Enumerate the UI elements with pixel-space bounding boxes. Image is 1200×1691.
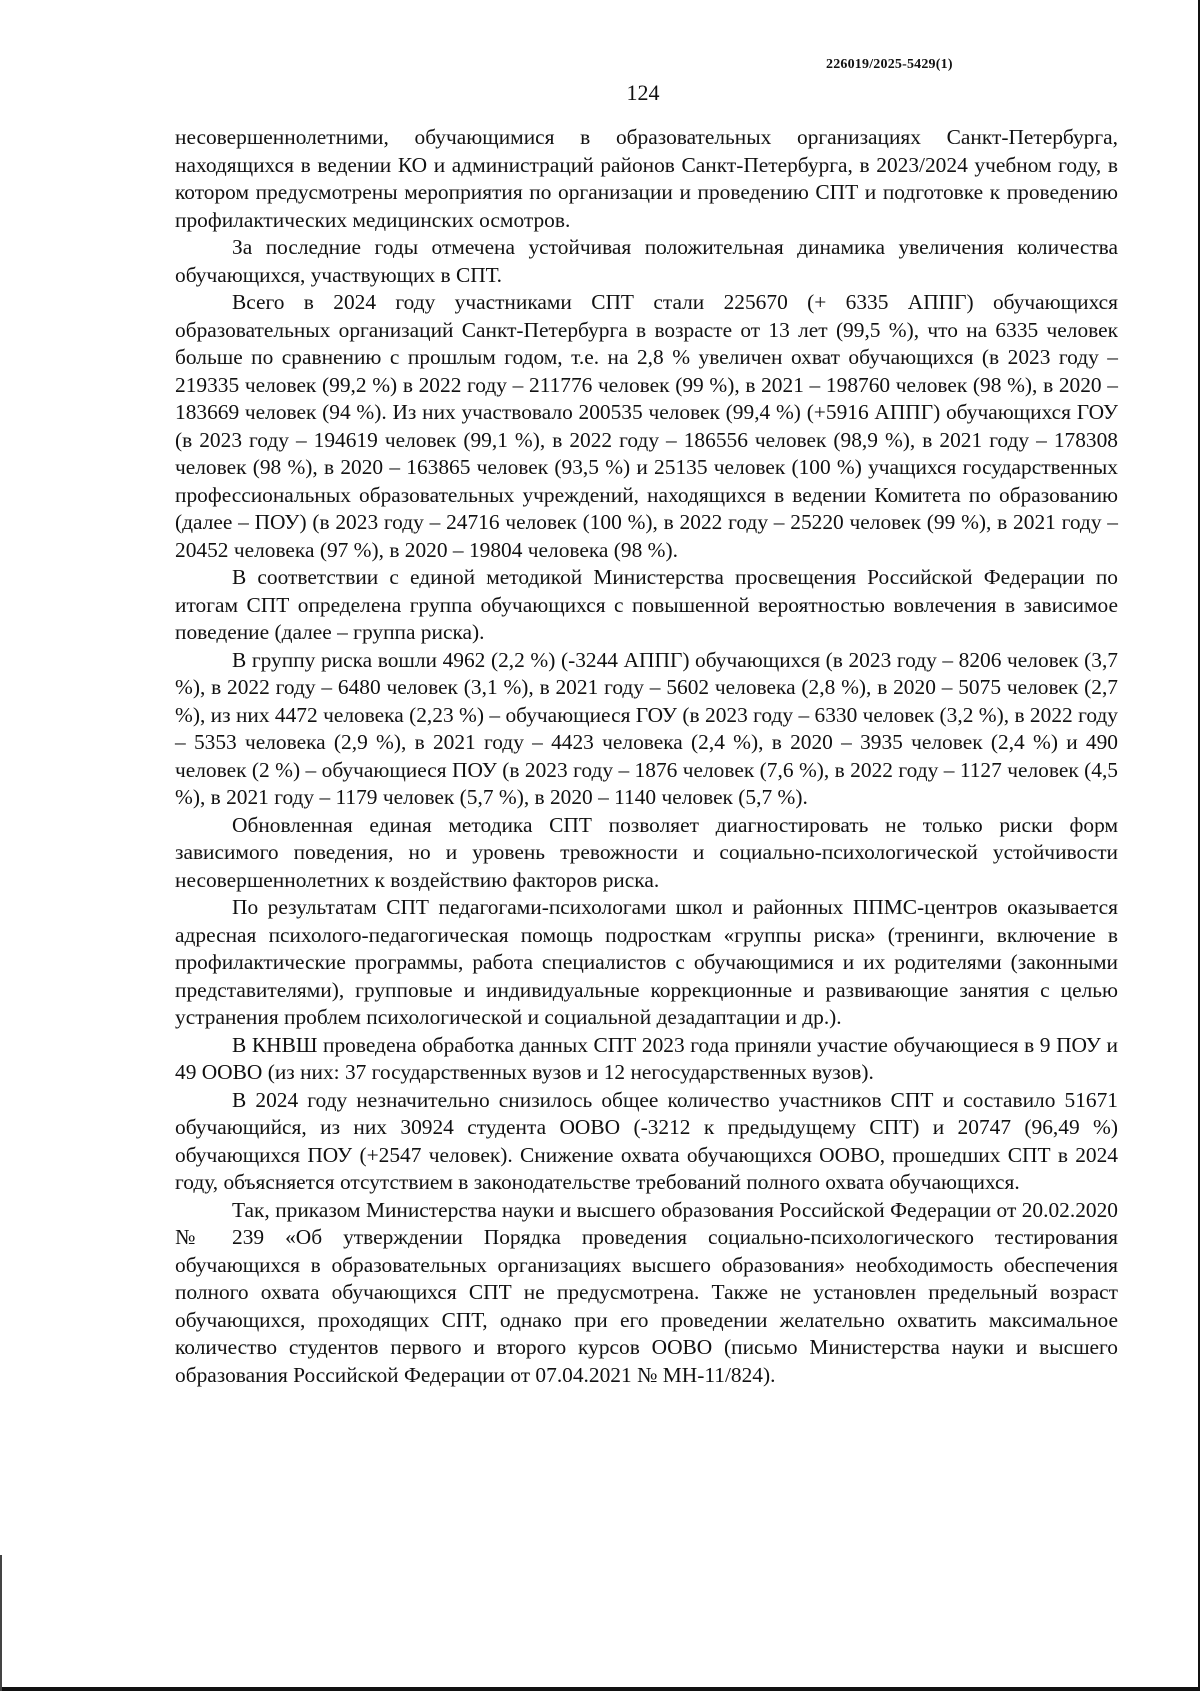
paragraph-dynamics: За последние годы отмечена устойчивая положительная динамика увеличения количества обучающихся, участвующих в СПТ. xyxy=(175,235,1118,287)
scan-edge-left xyxy=(0,1555,2,1691)
scan-edge-bottom xyxy=(0,1687,1200,1691)
paragraph-methodology: В соответствии с единой методикой Министерства просвещения Российской Федерации по итогам СПТ определена группа обучающихся с повышенной вероятностью вовлечения в зависимое поведение (далее – группа риска). xyxy=(175,565,1118,644)
paragraph-knvsh-processing: В КНВШ проведена обработка данных СПТ 2023 года приняли участие обучающиеся в 9 ПОУ и 49 ООВО (из них: 37 государственных вузов и 12 негосударственных вузов). xyxy=(175,1032,1118,1084)
paragraph-participants-decrease: В 2024 году незначительно снизилось общее количество участников СПТ и составило 51671 обучающийся, из них 30924 студента ООВО (-3212 к предыдущему СПТ) и 20747 (96,49 %) обучающихся ПОУ (+2547 человек). Снижение охвата обучающихся ООВО, прошедших СПТ в 2024 году, объясняется отсутствием в законодательстве требований полного охвата обучающихся. xyxy=(175,1087,1118,1194)
paragraph-risk-group: В группу риска вошли 4962 (2,2 %) (-3244 АППГ) обучающихся (в 2023 году – 8206 человек (3,7 %), в 2022 году – 6480 человек (3,1 %), в 2021 году – 5602 человека (2,8 %), в 2020 – 5075 человек (2,7 %), из них 4472 человека (2,23 %) – обучающиеся ГОУ (в 2023 году – 6330 человек (3,2 %), в 2022 году – 5353 человека (2,9 %), в 2021 году – 4423 человека (2,4 %), в 2020 – 3935 человек (2,4 %) и 490 человек (2 %) – обучающиеся ПОУ (в 2023 году – 1876 человек (7,6 %), в 2022 году – 1127 человек (4,5 %), в 2021 году – 1179 человек (5,7 %), в 2020 – 1140 человек (5,7 %). xyxy=(175,647,1118,809)
document-body xyxy=(175,124,1118,1389)
document-registration-number: 226019/2025-5429(1) xyxy=(826,57,953,72)
paragraph-continuation: несовершеннолетними, обучающимися в образовательных организациях Санкт-Петербурга, находящихся в ведении КО и администраций районов Санкт-Петербурга, в 2023/2024 учебном году, в котором предусмотрены мероприятия по организации и проведению СПТ и подготовке к проведению профилактических медицинских осмотров. xyxy=(175,125,1118,232)
paragraph-participants-2024: Всего в 2024 году участниками СПТ стали 225670 (+ 6335 АППГ) обучающихся образовательных организаций Санкт-Петербурга в возрасте от 13 лет (99,5 %), что на 6335 человек больше по сравнению с прошлым годом, т.е. на 2,8 % увеличен охват обучающихся (в 2023 году – 219335 человек (99,2 %) в 2022 году – 211776 человек (99 %), в 2021 – 198760 человек (98 %), в 2020 – 183669 человек (94 %). Из них участвовало 200535 человек (99,4 %) (+5916 АППГ) обучающихся ГОУ (в 2023 году – 194619 человек (99,1 %), в 2022 году – 186556 человек (98,9 %), в 2021 году – 178308 человек (98 %), в 2020 – 163865 человек (93,5 %) и 25135 человек (100 %) учащихся государственных профессиональных образовательных учреждений, находящихся в ведении Комитета по образованию (далее – ПОУ) (в 2023 году – 24716 человек (100 %), в 2022 году – 25220 человек (99 %), в 2021 году – 20452 человека (97 %), в 2020 – 19804 человека (98 %). xyxy=(175,290,1118,562)
paragraph-psychological-help: По результатам СПТ педагогами-психологами школ и районных ППМС-центров оказывается адресная психолого-педагогическая помощь подросткам «группы риска» (тренинги, включение в профилактические программы, работа специалистов с обучающимися и их родителями (законными представителями), групповые и индивидуальные коррекционные и развивающие занятия с целью устранения проблем психологической и социальной дезадаптации и др.). xyxy=(175,895,1118,1029)
paragraph-ministry-order: Так, приказом Министерства науки и высшего образования Российской Федерации от 20.02.2020 № 239 «Об утверждении Порядка проведения социально-психологического тестирования обучающихся в образовательных организациях высшего образования» необходимость обеспечения полного охвата обучающихся СПТ не предусмотрена. Также не установлен предельный возраст обучающихся, проходящих СПТ, однако при его проведении желательно охватить максимальное количество студентов первого и второго курсов ООВО (письмо Министерства науки и высшего образования Российской Федерации от 07.04.2021 № МН-11/824). xyxy=(175,1197,1118,1387)
page-number: 124 xyxy=(626,80,660,105)
paragraph-updated-methodology: Обновленная единая методика СПТ позволяет диагностировать не только риски форм зависимого поведения, но и уровень тревожности и социально-психологической устойчивости несовершеннолетних к воздействию факторов риска. xyxy=(175,812,1118,892)
